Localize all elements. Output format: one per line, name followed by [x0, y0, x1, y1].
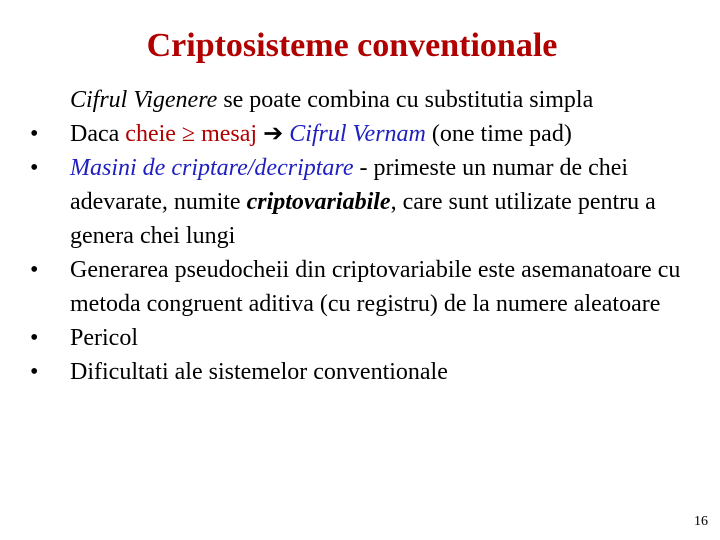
- page-number: 16: [694, 514, 708, 529]
- text-run: Pericol: [70, 325, 138, 351]
- text-run: - primeste un numar de chei adevarate, numite: [70, 155, 629, 215]
- text-run: Cifrul Vernam: [289, 121, 426, 147]
- list-item: [30, 355, 700, 389]
- list-item: [30, 117, 700, 151]
- list-item: [30, 253, 700, 321]
- text-run: criptovariabile: [246, 189, 391, 215]
- text-run: cheie ≥ mesaj: [125, 121, 258, 147]
- text-run: se poate combina cu substitutia simpla: [217, 87, 594, 113]
- text-run: Cifrul Vigenere: [70, 87, 218, 113]
- list-item: [30, 151, 700, 253]
- text-run: Daca: [70, 121, 126, 147]
- bullet-marker: •: [30, 257, 39, 283]
- slide-title: Criptosisteme conventionale: [146, 27, 558, 64]
- bullet-list: [30, 83, 700, 389]
- bullet-marker: •: [30, 121, 39, 147]
- text-run: (one time pad): [425, 121, 572, 147]
- bullet-marker: •: [30, 155, 39, 181]
- list-item: [30, 321, 700, 355]
- bullet-marker: •: [30, 325, 39, 351]
- text-run: Generarea pseudocheii din criptovariabile este asemanatoare cu metoda congruent aditiva (cu registru) de la numere aleatoare: [70, 257, 681, 317]
- text-run: Dificultati ale sistemelor conventionale: [70, 359, 448, 385]
- arrow-icon: ➔: [257, 121, 290, 147]
- bullet-marker: •: [30, 359, 39, 385]
- text-run: Masini de criptare/decriptare: [70, 155, 354, 181]
- text-run: , care sunt utilizate pentru a genera chei lungi: [70, 189, 656, 249]
- list-item: [30, 83, 700, 117]
